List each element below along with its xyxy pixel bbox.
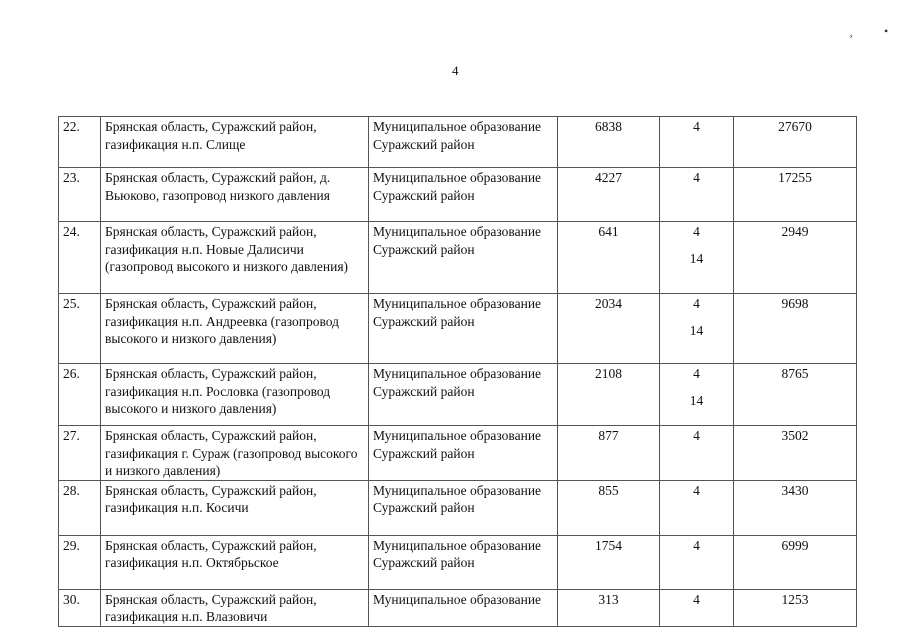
owner: Муниципальное образование Суражский район <box>369 364 558 426</box>
row-number: 28. <box>59 480 101 535</box>
row-number: 22. <box>59 117 101 168</box>
class-value: 4 <box>693 366 700 381</box>
class-value: 4 <box>693 428 700 443</box>
object-name: Брянская область, Суражский район, газификация г. Сураж (газопровод высокого и низкого давления) <box>101 426 369 481</box>
length-value: 313 <box>558 589 660 626</box>
row-number: 27. <box>59 426 101 481</box>
class-value: 4 <box>693 591 700 607</box>
cost-value: 27670 <box>734 117 857 168</box>
object-name: Брянская область, Суражский район, газификация н.п. Косичи <box>101 480 369 535</box>
length-value: 641 <box>558 222 660 294</box>
cost-value: 17255 <box>734 168 857 222</box>
table-row <box>59 480 857 535</box>
row-number: 26. <box>59 364 101 426</box>
object-name: Брянская область, Суражский район, газификация н.п. Слище <box>101 117 369 168</box>
table-row <box>59 535 857 589</box>
owner: Муниципальное образование Суражский район <box>369 117 558 168</box>
length-value: 2108 <box>558 364 660 426</box>
length-value: 877 <box>558 426 660 481</box>
class-value: 4 <box>693 482 700 498</box>
owner: Муниципальное образование Суражский район <box>369 222 558 294</box>
object-name: Брянская область, Суражский район, газификация н.п. Октябрьское <box>101 535 369 589</box>
table-row <box>59 294 857 364</box>
object-name: Брянская область, Суражский район, газификация н.п. Андреевка (газопровод высокого и низкого давления) <box>101 294 369 364</box>
class-extra-value: 14 <box>689 322 704 338</box>
class-cell <box>660 222 734 294</box>
length-value: 4227 <box>558 168 660 222</box>
table-row <box>59 364 857 426</box>
object-name: Брянская область, Суражский район, д. Вьюково, газопровод низкого давления <box>101 168 369 222</box>
class-cell <box>660 589 734 626</box>
cost-value: 3430 <box>734 480 857 535</box>
object-name: Брянская область, Суражский район, газификация н.п. Новые Далисичи (газопровод высокого и низкого давления) <box>101 222 369 294</box>
class-cell <box>660 535 734 589</box>
class-cell <box>660 480 734 535</box>
owner: Муниципальное образование Суражский район <box>369 168 558 222</box>
table-row <box>59 426 857 481</box>
class-cell <box>660 117 734 168</box>
row-number: 29. <box>59 535 101 589</box>
class-cell <box>660 364 734 426</box>
table-row <box>59 117 857 168</box>
cost-value: 1253 <box>734 589 857 626</box>
owner: Муниципальное образование Суражский район <box>369 535 558 589</box>
row-number: 25. <box>59 294 101 364</box>
page-number: 4 <box>452 63 459 78</box>
object-name: Брянская область, Суражский район, газификация н.п. Рословка (газопровод высокого и низкого давления) <box>101 364 369 426</box>
length-value: 6838 <box>558 117 660 168</box>
scan-mark: ¸ <box>849 24 853 38</box>
owner: Муниципальное образование <box>369 589 558 626</box>
cost-value: 2949 <box>734 222 857 294</box>
cost-value: 8765 <box>734 364 857 426</box>
length-value: 855 <box>558 480 660 535</box>
class-value: 4 <box>693 537 700 553</box>
table-row <box>59 168 857 222</box>
owner: Муниципальное образование Суражский район <box>369 480 558 535</box>
class-cell <box>660 426 734 481</box>
class-cell <box>660 168 734 222</box>
class-extra-value: 14 <box>689 392 704 408</box>
object-name: Брянская область, Суражский район, газификация н.п. Влазовичи <box>101 589 369 626</box>
owner: Муниципальное образование Суражский район <box>369 294 558 364</box>
table-row <box>59 589 857 626</box>
cost-value: 6999 <box>734 535 857 589</box>
row-number: 30. <box>59 589 101 626</box>
class-value: 4 <box>693 296 700 311</box>
row-number: 24. <box>59 222 101 294</box>
cost-value: 9698 <box>734 294 857 364</box>
cost-value: 3502 <box>734 426 857 481</box>
row-number: 23. <box>59 168 101 222</box>
owner: Муниципальное образование Суражский район <box>369 426 558 481</box>
table-row <box>59 222 857 294</box>
class-cell <box>660 294 734 364</box>
class-value: 4 <box>693 170 700 185</box>
class-value: 4 <box>693 224 700 239</box>
length-value: 2034 <box>558 294 660 364</box>
class-extra-value: 14 <box>689 250 704 266</box>
gas-objects-table <box>58 116 857 627</box>
class-value: 4 <box>693 119 700 134</box>
scan-mark: • <box>884 24 889 38</box>
length-value: 1754 <box>558 535 660 589</box>
